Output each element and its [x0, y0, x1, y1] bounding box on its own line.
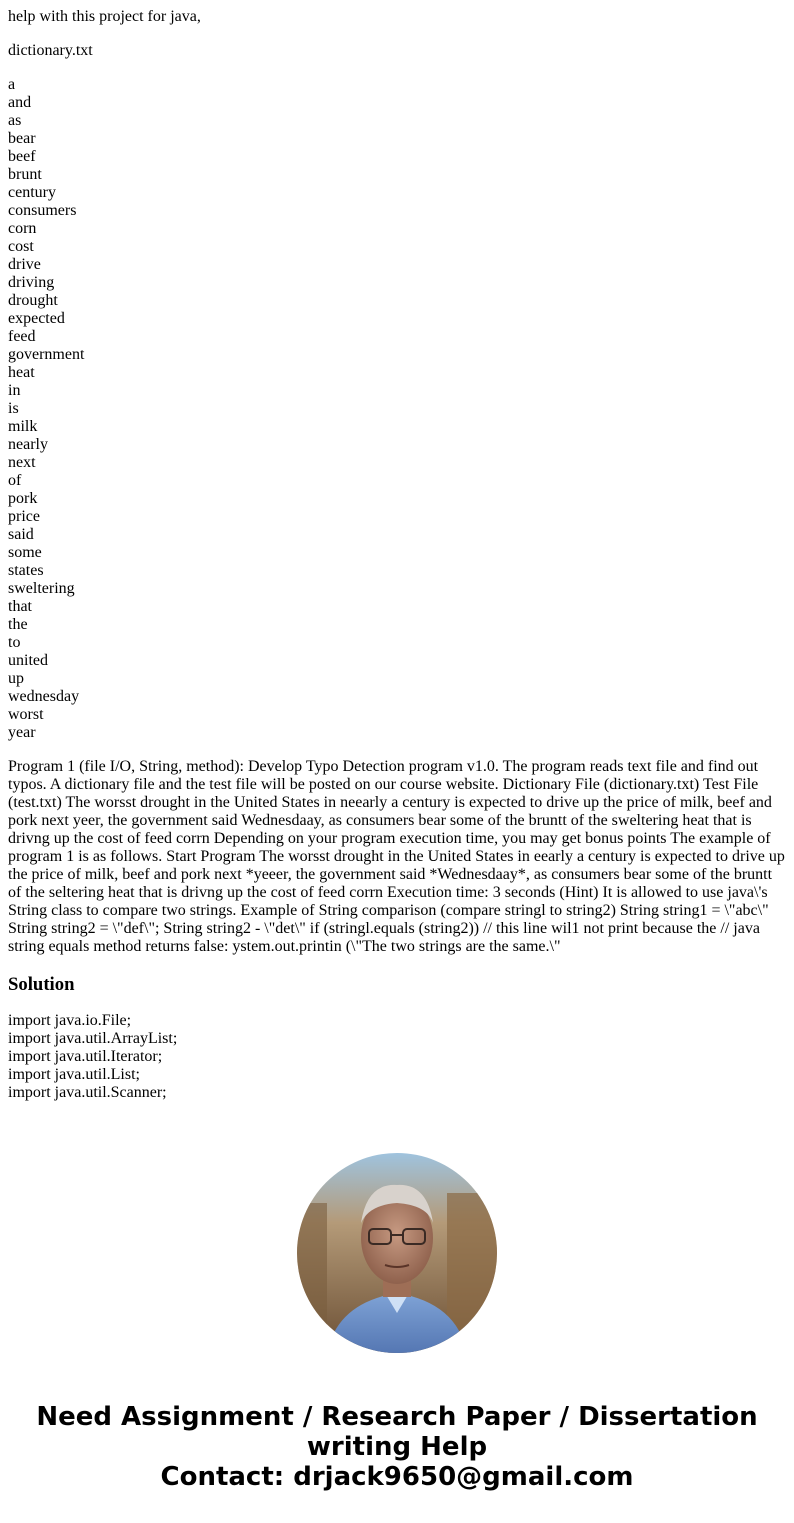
- dictionary-word: expected: [8, 310, 65, 327]
- dictionary-word: drought: [8, 292, 58, 309]
- code-line: import java.util.Iterator;: [8, 1048, 163, 1065]
- dictionary-filename: dictionary.txt: [8, 42, 93, 59]
- dictionary-word: to: [8, 634, 21, 651]
- dictionary-word: heat: [8, 364, 35, 381]
- dictionary-word: bear: [8, 130, 36, 147]
- footer-contact: Contact: drjack9650@gmail.com: [160, 1462, 634, 1492]
- footer-banner: [0, 1402, 794, 1492]
- dictionary-word-list: [8, 76, 786, 742]
- dictionary-word: states: [8, 562, 44, 579]
- dictionary-word: government: [8, 346, 85, 363]
- dictionary-word: wednesday: [8, 688, 80, 705]
- dictionary-word: next: [8, 454, 36, 471]
- dictionary-word: pork: [8, 490, 38, 507]
- dictionary-word: is: [8, 400, 19, 417]
- dictionary-word: beef: [8, 148, 36, 165]
- footer-line-2: writing Help: [306, 1432, 488, 1462]
- dictionary-word: cost: [8, 238, 34, 255]
- code-line: import java.io.File;: [8, 1012, 132, 1029]
- dictionary-word: century: [8, 184, 56, 201]
- dictionary-word: the: [8, 616, 28, 633]
- dictionary-word: as: [8, 112, 22, 129]
- code-line: import java.util.ArrayList;: [8, 1030, 178, 1047]
- footer-line-1: Need Assignment / Research Paper / Dissertation: [36, 1402, 758, 1432]
- dictionary-word: in: [8, 382, 21, 399]
- dictionary-word: price: [8, 508, 40, 525]
- document-body: [8, 8, 786, 1102]
- intro-text: help with this project for java,: [8, 8, 201, 25]
- problem-description: Program 1 (file I/O, String, method): Develop Typo Detection program v1.0. The program reads text file and find out typos. A dictionary file and the test file will be posted on our course website. Dictionary File (dictionary.txt) Test File (test.txt) The worsst drought in the United States in neearly a century is expected to drive up the price of milk, beef and pork next yeer, the government said Wednesdaay, as consumers bear some of the bruntt of the sweltering heat that is drivng up the cost of feed corrn Depending on your program execution time, you may get bonus points The example of program 1 is as follows. Start Program The worsst drought in the United States in eearly a century is expected to drive up the price of milk, beef and pork next *yeeer, the government said *Wednesdaay*, as consumers bear some of the bruntt of the seltering heat that is drivng up the cost of feed corrn Execution time: 3 seconds (Hint) It is allowed to use java\'s String class to compare two strings. Example of String comparison (compare stringl to string2) String string1 = \"abc\" String string2 = \"def\"; String string2 - \"det\" if (stringl.equals (string2)) // this line wil1 not print because the // java string equals method returns false: ystem.out.printin (\"The two strings are the same.\": [8, 758, 785, 955]
- code-line: import java.util.Scanner;: [8, 1084, 167, 1101]
- dictionary-word: united: [8, 652, 48, 669]
- dictionary-word: a: [8, 76, 16, 93]
- dictionary-word: corn: [8, 220, 37, 237]
- dictionary-word: brunt: [8, 166, 42, 183]
- solution-heading: Solution: [8, 974, 75, 995]
- dictionary-word: nearly: [8, 436, 48, 453]
- code-import-lines: [8, 1012, 786, 1102]
- dictionary-word: of: [8, 472, 22, 489]
- dictionary-word: drive: [8, 256, 41, 273]
- dictionary-word: consumers: [8, 202, 77, 219]
- dictionary-word: that: [8, 598, 32, 615]
- dictionary-word: and: [8, 94, 32, 111]
- dictionary-word: some: [8, 544, 42, 561]
- dictionary-word: year: [8, 724, 36, 741]
- code-line: import java.util.List;: [8, 1066, 140, 1083]
- dictionary-word: milk: [8, 418, 38, 435]
- dictionary-word: said: [8, 526, 34, 543]
- author-avatar: [297, 1153, 497, 1353]
- dictionary-word: driving: [8, 274, 55, 291]
- dictionary-word: up: [8, 670, 24, 687]
- dictionary-word: sweltering: [8, 580, 75, 597]
- dictionary-word: feed: [8, 328, 36, 345]
- dictionary-word: worst: [8, 706, 44, 723]
